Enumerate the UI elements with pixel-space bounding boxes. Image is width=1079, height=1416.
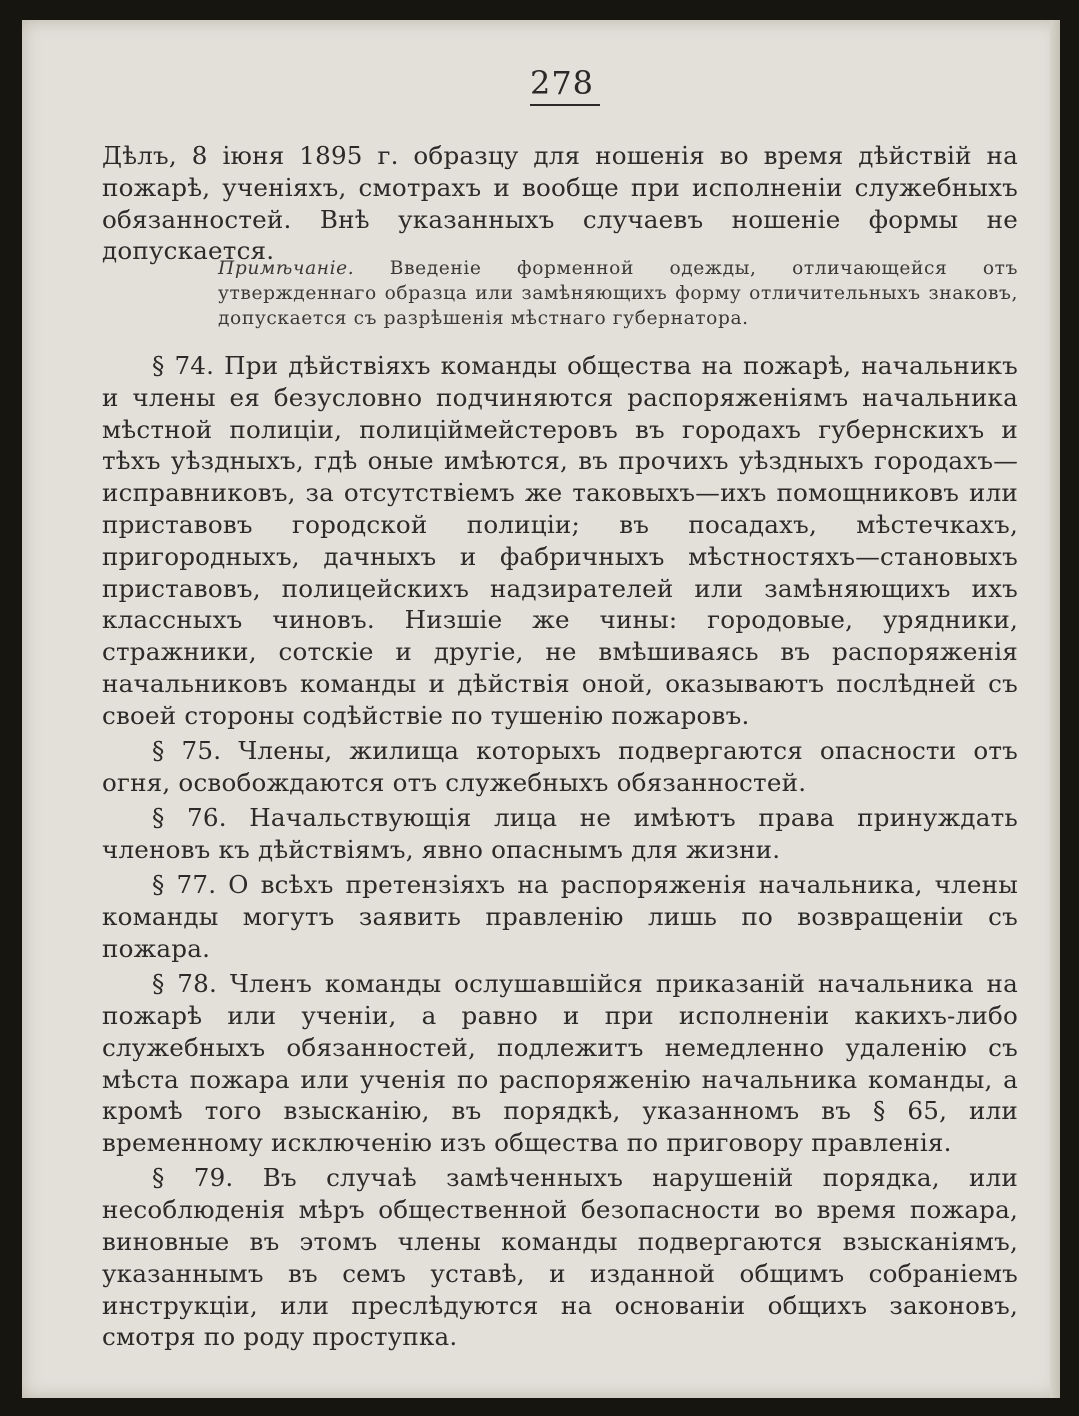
- intro-paragraph: [102, 140, 1018, 267]
- section-75: § 75. Члены, жилища которыхъ подвергаются опасности отъ огня, освобождаются отъ служебныхъ обязанностей.: [102, 736, 1018, 797]
- intro-paragraph-text: Дѣлъ, 8 іюня 1895 г. образцу для ношенія во время дѣйствій на пожарѣ, ученіяхъ, смотрахъ и вообще при исполненіи служебныхъ обязанностей. Внѣ указанныхъ случаевъ ношеніе формы не допускается.: [102, 141, 1018, 266]
- page-number: 278: [529, 64, 595, 102]
- footnote-block: [218, 256, 1018, 331]
- page-edge: [1050, 20, 1060, 1398]
- section-77: § 77. О всѣхъ претензіяхъ на распоряженія начальника, члены команды могутъ заявить правленію лишь по возвращеніи съ пожара.: [102, 870, 1018, 963]
- section-78: § 78. Членъ команды ослушавшійся приказаній начальника на пожарѣ или ученіи, а равно и при исполненіи какихъ-либо служебныхъ обязанностей, подлежитъ немедленно удаленію съ мѣста пожара или ученія по распоряженію начальника команды, а кромѣ того взысканію, въ порядкѣ, указанномъ въ § 65, или временному исключенію изъ общества по приговору правленія.: [102, 969, 1018, 1158]
- note-text: Введеніе форменной одежды, отличающейся отъ утвержденнаго образца или замѣняющихъ форму отличительныхъ знаковъ, допускается съ разрѣшенія мѣстнаго губернатора.: [218, 258, 1018, 329]
- page-number-rule: [530, 104, 600, 106]
- section-74: § 74. При дѣйствіяхъ команды общества на пожарѣ, начальникъ и члены ея безусловно подчиняются распоряженіямъ начальника мѣстной полиціи, полиціймейстеровъ въ городахъ губернскихъ и тѣхъ уѣздныхъ, гдѣ оные имѣются, въ прочихъ уѣздныхъ городахъ—исправниковъ, за отсутствіемъ же таковыхъ—ихъ помощниковъ или приставовъ городской полиціи; въ посадахъ, мѣстечкахъ, пригородныхъ, дачныхъ и фабричныхъ мѣстностяхъ—становыхъ приставовъ, полицейскихъ надзирателей или замѣняющихъ ихъ классныхъ чиновъ. Низшіе же чины: городовые, урядники, стражники, сотскіе и другіе, не вмѣшиваясь въ распоряженія начальниковъ команды и дѣйствія оной, оказываютъ послѣдней съ своей стороны содѣйствіе по тушенію пожаровъ.: [102, 351, 1018, 730]
- section-79: § 79. Въ случаѣ замѣченныхъ нарушеній порядка, или несоблюденія мѣръ общественной безопасности во время пожара, виновные въ этомъ члены команды подвергаются взысканіямъ, указаннымъ въ семъ уставѣ, и изданной общимъ собраніемъ инструкціи, или преслѣдуются на основаніи общихъ законовъ, смотря по роду проступка.: [102, 1163, 1018, 1352]
- note-label: Примѣчаніе.: [218, 258, 355, 279]
- section-76: § 76. Начальствующія лица не имѣютъ права принуждать членовъ къ дѣйствіямъ, явно опаснымъ для жизни.: [102, 803, 1018, 864]
- book-page: [22, 20, 1060, 1398]
- sections-body: [102, 350, 1018, 1357]
